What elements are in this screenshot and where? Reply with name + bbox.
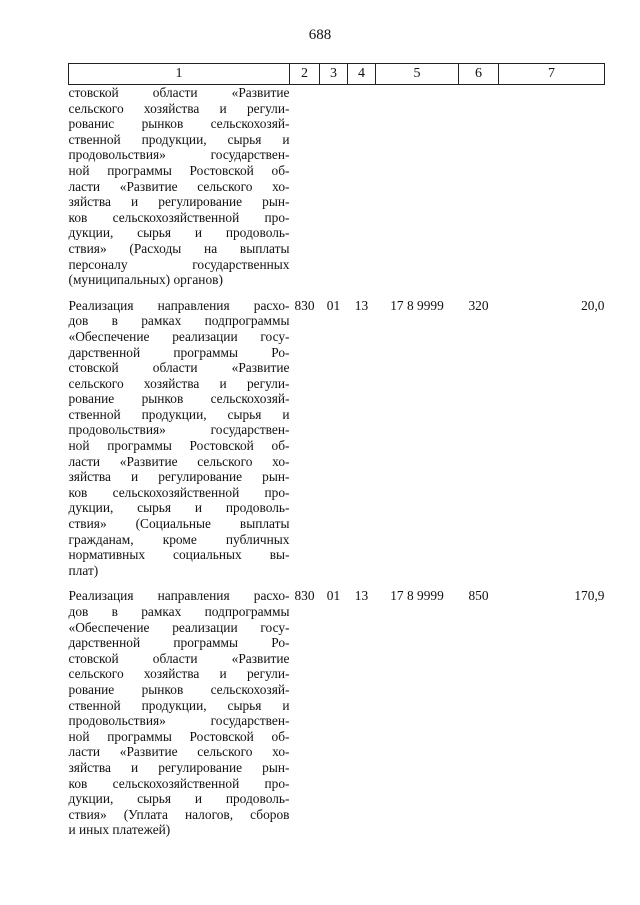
description-line: плат) bbox=[68, 562, 99, 578]
description-line: продовольствия» государствен- bbox=[68, 713, 290, 729]
subsection-code-cell: 13 bbox=[354, 588, 369, 604]
section-code-cell: 01 bbox=[326, 297, 341, 313]
section-code-cell: 01 bbox=[326, 588, 341, 604]
subsection-code-cell: 13 bbox=[354, 297, 369, 313]
description-line: ков сельскохозяйственной про- bbox=[68, 484, 290, 500]
expense-description-cell bbox=[69, 298, 290, 579]
column-header-5: 5 bbox=[376, 64, 459, 85]
description-line: дукции, сырья и продоволь- bbox=[68, 500, 290, 516]
description-line: ствия» (Уплата налогов, сборов bbox=[68, 806, 290, 822]
description-line: зяйства и регулирование рын- bbox=[68, 469, 290, 485]
description-line: ственной продукции, сырья и bbox=[68, 697, 290, 713]
description-line: ков сельскохозяйственной про- bbox=[68, 209, 290, 225]
description-line: Реализация направления расхо- bbox=[68, 588, 290, 604]
table-header-row bbox=[69, 64, 605, 85]
description-line: ков сельскохозяйственной про- bbox=[68, 775, 290, 791]
description-line: стовской области «Развитие bbox=[68, 85, 290, 100]
description-line: ласти «Развитие сельского хо- bbox=[68, 453, 290, 469]
row-spacer-cell bbox=[69, 288, 605, 298]
row-spacer bbox=[69, 578, 605, 588]
description-line: дарственной программы Ро- bbox=[68, 344, 290, 360]
description-line: и иных платежей) bbox=[68, 822, 171, 838]
description-line: рование рынков сельскохозяй- bbox=[68, 681, 290, 697]
description-line: продовольствия» государствен- bbox=[68, 422, 290, 438]
description-line: ствия» (Социальные выплаты bbox=[68, 516, 290, 532]
description-line: ствия» (Расходы на выплаты bbox=[68, 240, 290, 256]
description-line: продовольствия» государствен- bbox=[68, 147, 290, 163]
description-line: ласти «Развитие сельского хо- bbox=[68, 178, 290, 194]
description-line: «Обеспечение реализации госу- bbox=[68, 619, 290, 635]
description-line: ной программы Ростовской об- bbox=[68, 162, 290, 178]
description-line: ственной продукции, сырья и bbox=[68, 131, 290, 147]
ministry-code-cell: 830 bbox=[294, 297, 315, 313]
row-spacer-cell bbox=[69, 578, 605, 588]
target-article-cell: 17 8 9999 bbox=[390, 588, 444, 604]
description-line: дарственной программы Ро- bbox=[68, 635, 290, 651]
expense-type-cell: 320 bbox=[468, 297, 489, 313]
description-line: (муниципальных) органов) bbox=[68, 272, 223, 288]
description-line: рование рынков сельскохозяй- bbox=[68, 391, 290, 407]
description-line: ной программы Ростовской об- bbox=[68, 728, 290, 744]
description-line: рованис рынков сельскохозяй- bbox=[68, 116, 290, 132]
target-article-cell bbox=[376, 85, 459, 288]
table-row bbox=[69, 85, 605, 288]
subsection-code-cell bbox=[348, 85, 376, 288]
ministry-code-cell bbox=[290, 85, 320, 288]
row-spacer bbox=[69, 288, 605, 298]
description-line: дов в рамках подпрограммы bbox=[68, 313, 290, 329]
expense-type-cell bbox=[459, 85, 499, 288]
table-body bbox=[69, 85, 605, 838]
description-line: сельского хозяйства и регули- bbox=[68, 100, 290, 116]
budget-table bbox=[68, 63, 605, 838]
table-row bbox=[69, 298, 605, 579]
column-header-3: 3 bbox=[320, 64, 348, 85]
target-article-cell: 17 8 9999 bbox=[390, 297, 444, 313]
description-line: дов в рамках подпрограммы bbox=[68, 604, 290, 619]
description-line: дукции, сырья и продоволь- bbox=[68, 791, 290, 807]
description-line: стовской области «Развитие bbox=[68, 650, 290, 666]
description-line: зяйства и регулирование рын- bbox=[68, 194, 290, 210]
description-line: Реализация направления расхо- bbox=[68, 297, 290, 313]
column-header-2: 2 bbox=[290, 64, 320, 85]
description-line: сельского хозяйства и регули- bbox=[68, 666, 290, 682]
description-line: дукции, сырья и продоволь- bbox=[68, 225, 290, 241]
amount-cell: 20,0 bbox=[581, 297, 605, 313]
column-header-6: 6 bbox=[459, 64, 499, 85]
column-header-1: 1 bbox=[69, 64, 290, 85]
description-line: персоналу государственных bbox=[68, 256, 290, 272]
ministry-code-cell: 830 bbox=[294, 588, 315, 604]
expense-description-cell bbox=[69, 85, 290, 288]
description-line: гражданам, кроме публичных bbox=[68, 531, 290, 547]
description-line: ственной продукции, сырья и bbox=[68, 406, 290, 422]
description-line: зяйства и регулирование рын- bbox=[68, 759, 290, 775]
column-header-7: 7 bbox=[499, 64, 605, 85]
amount-cell bbox=[499, 85, 605, 288]
section-code-cell bbox=[320, 85, 348, 288]
description-line: нормативных социальных вы- bbox=[68, 547, 290, 563]
description-line: «Обеспечение реализации госу- bbox=[68, 328, 290, 344]
column-header-4: 4 bbox=[348, 64, 376, 85]
amount-cell: 170,9 bbox=[574, 588, 605, 604]
description-line: стовской области «Развитие bbox=[68, 360, 290, 376]
description-line: ной программы Ростовской об- bbox=[68, 438, 290, 454]
expense-type-cell: 850 bbox=[468, 588, 489, 604]
table-row bbox=[69, 588, 605, 838]
expense-description-cell bbox=[69, 588, 290, 838]
description-line: сельского хозяйства и регули- bbox=[68, 375, 290, 391]
page-number: 688 bbox=[308, 27, 332, 43]
description-line: ласти «Развитие сельского хо- bbox=[68, 744, 290, 760]
